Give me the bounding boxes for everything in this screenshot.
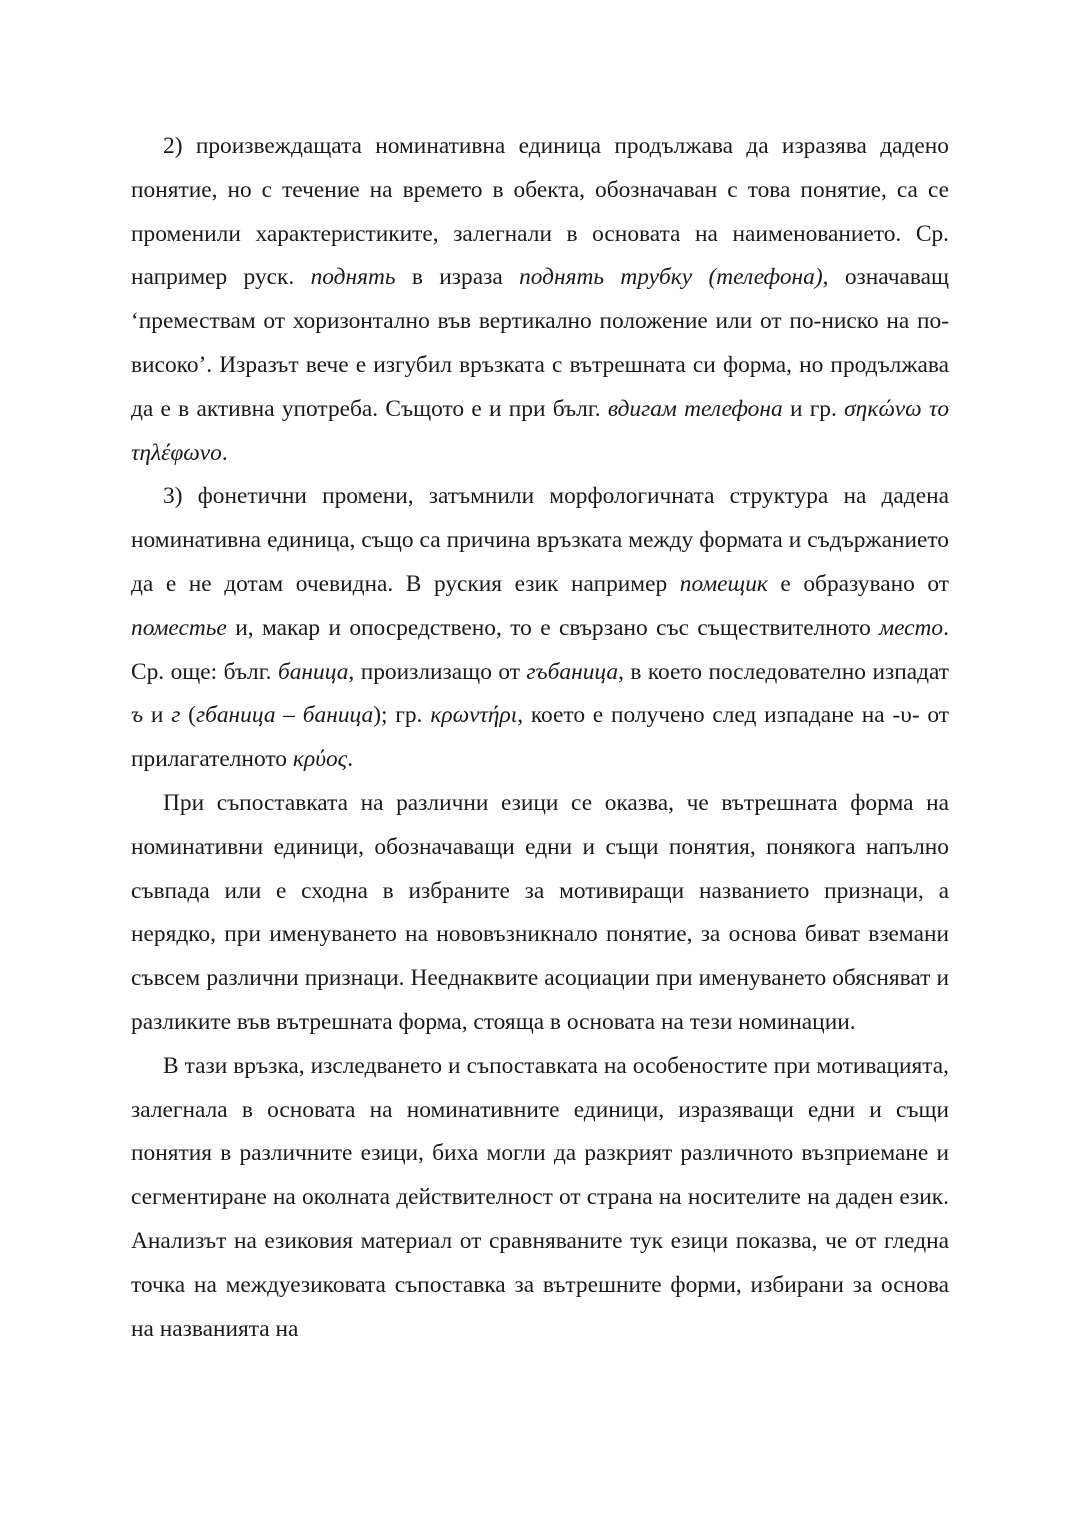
italic-term: κρωντήρι [430,702,518,729]
text-run: , означаващ ‘премествам от хоризонтално във вертикално положение или от по-ниско на по-високо’. Изразът вече е изгубил връзката с вътрешната си форма, но продължава да е в активна употреба. Същото е и при бълг. [131,264,949,422]
text-run: , в което последователно изпадат [618,658,949,685]
italic-term: поднять [310,264,396,291]
paragraph-4 [131,1045,949,1352]
paragraph-2 [131,475,949,782]
paragraph-3 [131,782,949,1045]
italic-term: σηκώνω το τηλέφωνο [131,395,950,466]
text-run: е образувано от [767,570,949,597]
text-run: В тази връзка, изследването и съпоставката на особеностите при мотивацията, залегнала в основата на номинативните единици, изразяващи едни и същи понятия в различните езици, биха могли да разкрият различното възприемане и сегментиране на околната действителност от страна на носителите на даден език. Анализът на езиковия материал от сравняваните тук езици показва, че от гледна точка на междуезиковата съпоставка за вътрешните форми, избирани за основа на названията на [131,1052,949,1342]
text-run: и гр. [782,395,845,422]
italic-term: г [171,702,181,729]
text-run: ); гр. [373,702,431,729]
text-run: При съпоставката на различни езици се оказва, че вътрешната форма на номинативни единици, обозначаващи едни и същи понятия, понякога напълно съвпада или е сходна в избраните за мотивиращи названието признаци, а нерядко, при именуването на нововъзникнало понятие, за основа биват вземани съвсем различни признаци. Нееднаквите асоциации при именуването обясняват и разликите във вътрешната форма, стояща в основата на тези номинации. [131,789,949,1035]
italic-term: гбаница – баница [195,702,374,729]
text-run: . Ср. още: бълг. [131,614,949,685]
text-run: в израза [395,264,520,291]
text-run: 2) произвеждащата номинативна единица продължава да изразява дадено понятие, но с течение на времето в обекта, обозначаван с това понятие, са се променили характеристиките, залегнали в основата на наименованието. Ср. например руск. [131,133,949,291]
italic-term: поместье [131,614,227,641]
text-run: , произлизащо от [348,658,527,685]
italic-term: κρύος [292,746,348,773]
italic-term: баница [277,658,349,685]
document-page [131,125,949,1351]
text-run: . [347,746,354,773]
text-run: . [221,439,228,466]
italic-term: вдигам телефона [607,395,783,422]
paragraph-1 [131,125,949,475]
italic-term: поднять трубку (телефона) [519,264,823,291]
text-run: и, макар и опосредствено, то е свързано със съществителното [226,614,880,641]
italic-term: ъ [131,702,144,729]
italic-term: место [879,614,944,641]
text-run: , което е получено след изпадане на -υ- от прилагателното [131,702,950,773]
text-run: ( [180,702,196,729]
italic-term: помещик [679,570,768,597]
text-run: 3) фонетични промени, затъмнили морфологичната структура на дадена номинативна единица, също са причина връзката между формата и съдържанието да е не дотам очевидна. В руския език например [131,483,949,597]
italic-term: гъбаница [526,658,619,685]
text-run: и [143,702,172,729]
